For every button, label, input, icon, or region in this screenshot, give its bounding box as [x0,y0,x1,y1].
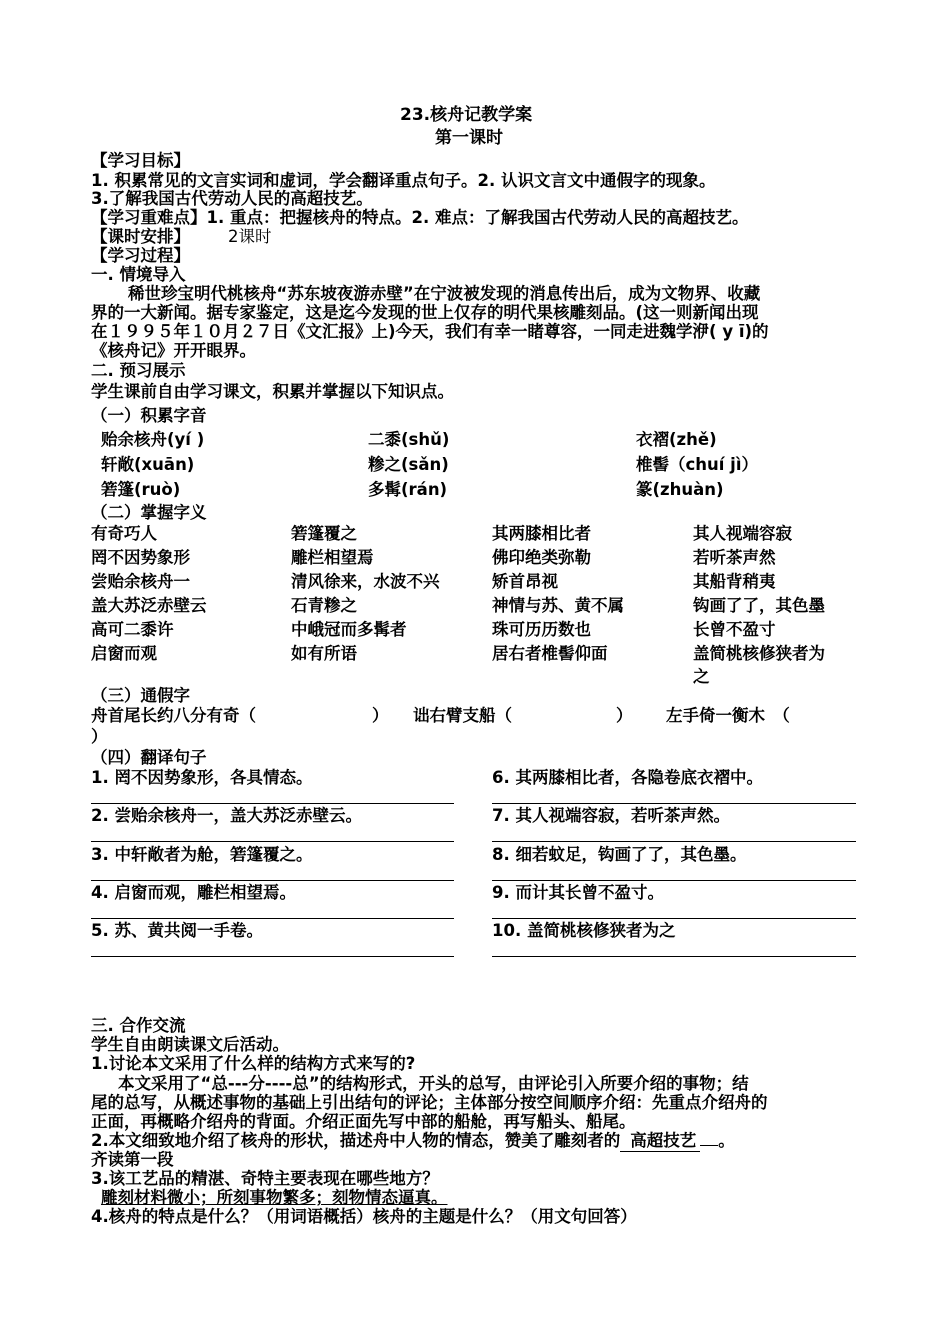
meaning-item: 雕栏相望焉 [291,548,374,567]
section-3-intro: 学生自由朗读课文后活动。 [91,1035,289,1054]
section-2-intro: 学生课前自由学习课文，积累并掌握以下知识点。 [91,382,454,401]
objectives-line-2: 3.了解我国古代劳动人民的高超技艺。 [91,189,373,208]
intro-line: 稀世珍宝明代桃核舟“苏东坡夜游赤壁”在宁波被发现的消息传出后，成为文物界、收藏 [128,284,761,303]
answer-3-part: 。 [431,1188,448,1207]
tongjia-wrap: ） [91,727,108,746]
pronunciation-item: 贻余核舟(yí ) [101,430,205,449]
question-2-answer[interactable]: 高超技艺 [620,1131,700,1152]
answer-line[interactable] [91,956,454,957]
meaning-item: 盖大苏泛赤壁云 [91,596,207,615]
meaning-item: 清风徐来，水波不兴 [291,572,440,591]
intro-line: 在１９９５年１０月２７日《文汇报》上)今天，我们有幸一睹尊容，一同走进魏学洢( y ī)的 [91,322,769,341]
page-subtitle: 第一课时 [435,128,503,148]
answer-line[interactable] [492,841,856,842]
schedule-value: 2课时 [228,227,272,246]
answer-line[interactable] [492,918,856,919]
answer-line[interactable] [492,956,856,957]
meaning-item: 尝贻余核舟一 [91,572,190,591]
pronunciation-item: 二黍(shǔ) [368,430,450,449]
answer-3 [101,1188,448,1208]
meaning-item: 高可二黍许 [91,620,174,639]
meaning-item: 若听茶声然 [693,548,776,567]
meaning-item: 箬篷覆之 [291,524,357,543]
meaning-item: 其船背稍夷 [693,572,776,591]
question-2-blank-tail [700,1145,718,1146]
pronunciation-item: 箬篷(ruò) [101,480,181,499]
process-heading: 【学习过程】 [91,246,190,265]
meaning-item: 启窗而观 [91,644,157,663]
translate-sentence: 9. 而计其长曾不盈寸。 [492,883,664,902]
meaning-item: 矫首昂视 [492,572,558,591]
meaning-item: 中峨冠而多髯者 [291,620,407,639]
meaning-heading: （二）掌握字义 [91,503,207,522]
meaning-item: 珠可历历数也 [492,620,591,639]
meaning-item: 其两膝相比者 [492,524,591,543]
answer-1-line: 本文采用了“总---分----总”的结构形式，开头的总写，由评论引入所要介绍的事物；结 [118,1074,749,1093]
translate-sentence: 6. 其两膝相比者，各隐卷底衣褶中。 [492,768,763,787]
question-3: 3.该工艺品的精湛、奇特主要表现在哪些地方？ [91,1169,439,1188]
meaning-item-wrap: 之 [693,667,710,686]
answer-line[interactable] [91,918,454,919]
meaning-item: 佛印绝类弥勒 [492,548,591,567]
pronunciation-item: 轩敞(xuān) [101,455,195,474]
answer-line[interactable] [91,841,454,842]
translate-sentence: 10. 盖简桃核修狭者为之 [492,921,676,940]
tongjia-heading: （三）通假字 [91,686,190,705]
question-2-suffix: 。 [718,1131,735,1150]
answer-1-line: 尾的总写，从概述事物的基础上引出结句的评论；主体部分按空间顺序介绍：先重点介绍舟的 [91,1093,768,1112]
question-2-text: 2.本文细致地介绍了核舟的形状，描述舟中人物的情态，赞美了雕刻者的 [91,1131,621,1150]
intro-line: 界的一大新闻。据专家鉴定，这是迄今发现的世上仅存的明代果核雕刻品。(这一则新闻出现 [91,303,759,322]
question-4: 4.核舟的特点是什么？（用词语概括）核舟的主题是什么？（用文句回答） [91,1207,637,1226]
meaning-item: 钩画了了，其色墨 [693,596,825,615]
answer-3-part: ；刻物情态逼真 [315,1188,431,1207]
answer-line[interactable] [492,803,856,804]
question-2 [91,1131,735,1152]
translate-sentence: 7. 其人视端容寂，若听茶声然。 [492,806,730,825]
answer-3-part: ；所刻事物繁多 [200,1188,316,1207]
translate-sentence: 8. 细若蚊足，钩画了了，其色墨。 [492,845,747,864]
answer-line[interactable] [492,880,856,881]
translate-sentence: 1. 罔不因势象形，各具情态。 [91,768,313,787]
pronunciation-item: 椎髻（chuí jì） [636,455,758,474]
question-1: 1.讨论本文采用了什么样的结构方式来写的? [91,1054,416,1073]
translate-sentence: 2. 尝贻余核舟一，盖大苏泛赤壁云。 [91,806,362,825]
meaning-item: 居右者椎髻仰面 [492,644,608,663]
pronunciation-heading: （一）积累字音 [91,406,207,425]
objectives-line-1: 1. 积累常见的文言实词和虚词，学会翻译重点句子。2. 认识文言文中通假字的现象。 [91,171,716,190]
pronunciation-item: 糁之(sǎn) [368,455,449,474]
meaning-item: 有奇巧人 [91,524,157,543]
section-1-heading: 一. 情境导入 [91,265,186,284]
meaning-item: 石青糁之 [291,596,357,615]
pronunciation-item: 衣褶(zhě) [636,430,717,449]
read-aloud-instruction: 齐读第一段 [91,1150,174,1169]
meaning-item: 罔不因势象形 [91,548,190,567]
schedule-label: 【课时安排】 [91,227,190,246]
meaning-item: 如有所语 [291,644,357,663]
meaning-item: 长曾不盈寸 [693,620,776,639]
tongjia-close: ） [372,706,389,725]
answer-line[interactable] [91,803,454,804]
key-points: 【学习重难点】1. 重点：把握核舟的特点。2. 难点：了解我国古代劳动人民的高超技艺。 [91,208,749,227]
page-title: 23.核舟记教学案 [400,105,533,125]
tongjia-close: ） [616,706,633,725]
meaning-item: 神情与苏、黄不属 [492,596,624,615]
translate-heading: （四）翻译句子 [91,748,207,767]
answer-1-line: 正面，再概略介绍舟的背面。介绍正面先写中部的船舱，再写船头、船尾。 [91,1112,636,1131]
section-3-heading: 三. 合作交流 [91,1016,186,1035]
translate-sentence: 4. 启窗而观，雕栏相望焉。 [91,883,296,902]
tongjia-item: 舟首尾长约八分有奇（ [91,706,256,725]
translate-sentence: 3. 中轩敞者为舱，箬篷覆之。 [91,845,313,864]
section-2-heading: 二. 预习展示 [91,361,186,380]
pronunciation-item: 篆(zhuàn) [636,480,724,499]
tongjia-item: 左手倚一衡木 （ [666,706,790,725]
answer-line[interactable] [91,880,454,881]
meaning-item: 其人视端容寂 [693,524,792,543]
objectives-heading: 【学习目标】 [91,151,190,170]
pronunciation-item: 多髯(rán) [368,480,448,499]
intro-line: 《核舟记》开开眼界。 [91,341,256,360]
tongjia-item: 诎右臂支船（ [413,706,512,725]
meaning-item: 盖简桃核修狭者为 [693,644,825,663]
translate-sentence: 5. 苏、黄共阅一手卷。 [91,921,263,940]
answer-3-part: 雕刻材料微小 [101,1188,200,1207]
